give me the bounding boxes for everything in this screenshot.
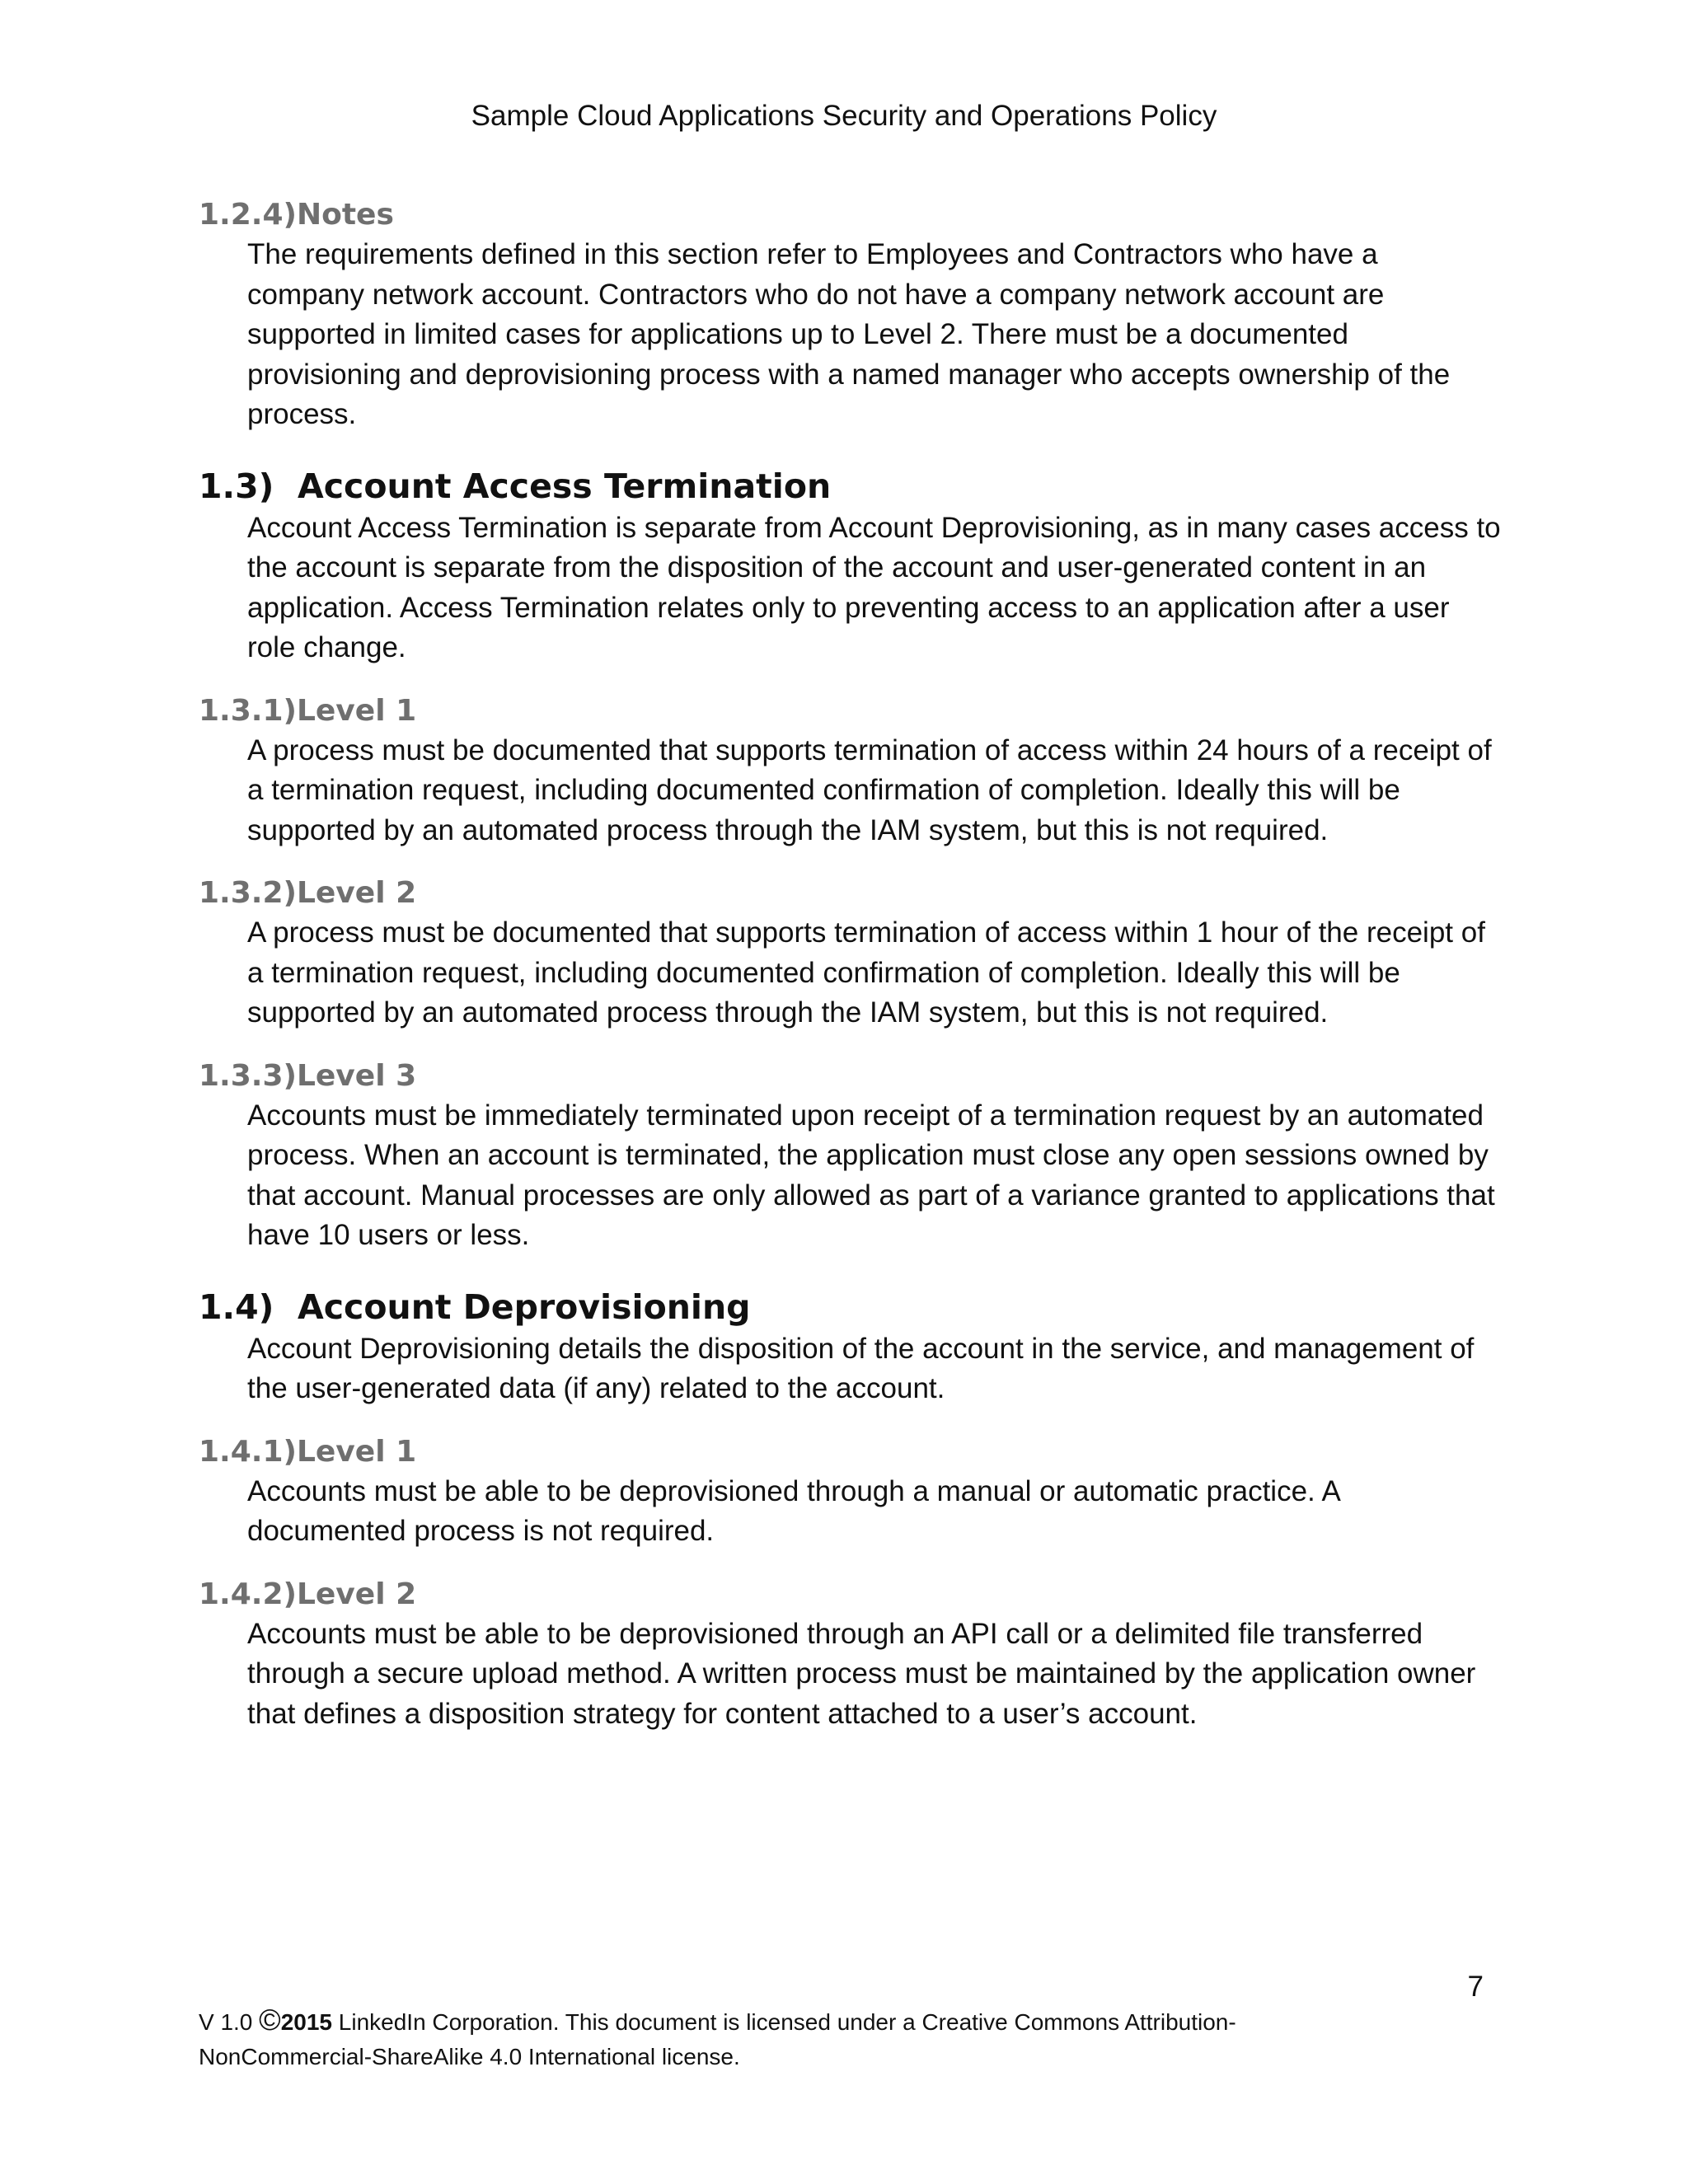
section-heading-1-3-1	[199, 691, 1501, 731]
running-header: Sample Cloud Applications Security and Operations Policy	[471, 100, 1217, 132]
section-number: 1.4)	[199, 1286, 274, 1327]
footer-year: 2015	[280, 2009, 332, 2035]
document-body	[199, 195, 1501, 1734]
section-number: 1.3.2)	[199, 876, 297, 910]
section-number: 1.2.4)	[199, 198, 297, 232]
footer-license-1: LinkedIn Corporation. This document is licensed under a Creative Commons Attribution-	[338, 2009, 1236, 2035]
section-number: 1.4.2)	[199, 1577, 297, 1611]
section-paragraph: Accounts must be able to be deprovisioned through a manual or automatic practice. A documented process is not required.	[247, 1474, 1339, 1547]
section-paragraph: Account Access Termination is separate from Account Deprovisioning, as in many cases access to the account is separate from the disposition of the account and user-generated content in an application. Access Termination relates only to preventing access to an application after a user role change.	[247, 511, 1501, 663]
section-paragraph: A process must be documented that supports termination of access within 24 hours of a receipt of a termination request, including documented confirmation of completion. Ideally this will be supported by an automated process through the IAM system, but this is not required.	[247, 733, 1492, 846]
footer-version: V 1.0	[199, 2009, 253, 2035]
section-number: 1.3.1)	[199, 693, 297, 728]
section-title: Level 2	[296, 1577, 417, 1611]
section-number: 1.3.3)	[199, 1058, 297, 1093]
page-number: 7	[1467, 1971, 1484, 2003]
section-heading-1-4-2	[199, 1575, 1501, 1615]
section-title: Level 2	[296, 876, 417, 910]
section-heading-1-3-2	[199, 874, 1501, 913]
section-paragraph: Accounts must be immediately terminated upon receipt of a termination request by an automated process. When an account is terminated, the application must close any open sessions owned by that account. Manual processes are only allowed as part of a variance granted to applications that have 10 users or less.	[247, 1099, 1495, 1251]
footer-line-1	[199, 2003, 1517, 2040]
section-title: Level 3	[296, 1058, 417, 1093]
section-paragraph: The requirements defined in this section refer to Employees and Contractors who have a company network account. Contractors who do not have a company network account are supported in limited cases for applications up to Level 2. There must be a documented provisioning and deprovisioning process with a named manager who accepts ownership of the process.	[247, 238, 1451, 430]
section-number: 1.4.1)	[199, 1434, 297, 1469]
section-heading-1-4	[199, 1285, 1501, 1329]
section-title: Account Deprovisioning	[298, 1286, 751, 1327]
section-title: Level 1	[296, 693, 417, 728]
section-number: 1.3)	[199, 466, 274, 506]
section-heading-1-3	[199, 464, 1501, 509]
section-paragraph: A process must be documented that supports termination of access within 1 hour of the receipt of a termination request, including documented confirmation of completion. Ideally this will be supported by an automated process through the IAM system, but this is not required.	[247, 916, 1485, 1029]
page-footer	[199, 2003, 1517, 2074]
copyright-symbol: ©	[259, 2003, 281, 2036]
section-paragraph: Accounts must be able to be deprovisioned through an API call or a delimited file transferred through a secure upload method. A written process must be maintained by the application owner that defines a disposition strategy for content attached to a user’s account.	[247, 1617, 1476, 1730]
footer-license-2: NonCommercial-ShareAlike 4.0 International license.	[199, 2044, 740, 2069]
section-heading-1-4-1	[199, 1432, 1501, 1472]
section-title: Level 1	[296, 1434, 417, 1469]
section-paragraph: Account Deprovisioning details the disposition of the account in the service, and management of the user-generated data (if any) related to the account.	[247, 1332, 1475, 1404]
section-title: Notes	[296, 198, 394, 232]
section-title: Account Access Termination	[298, 466, 832, 506]
section-heading-1-2-4	[199, 195, 1501, 235]
section-heading-1-3-3	[199, 1057, 1501, 1096]
